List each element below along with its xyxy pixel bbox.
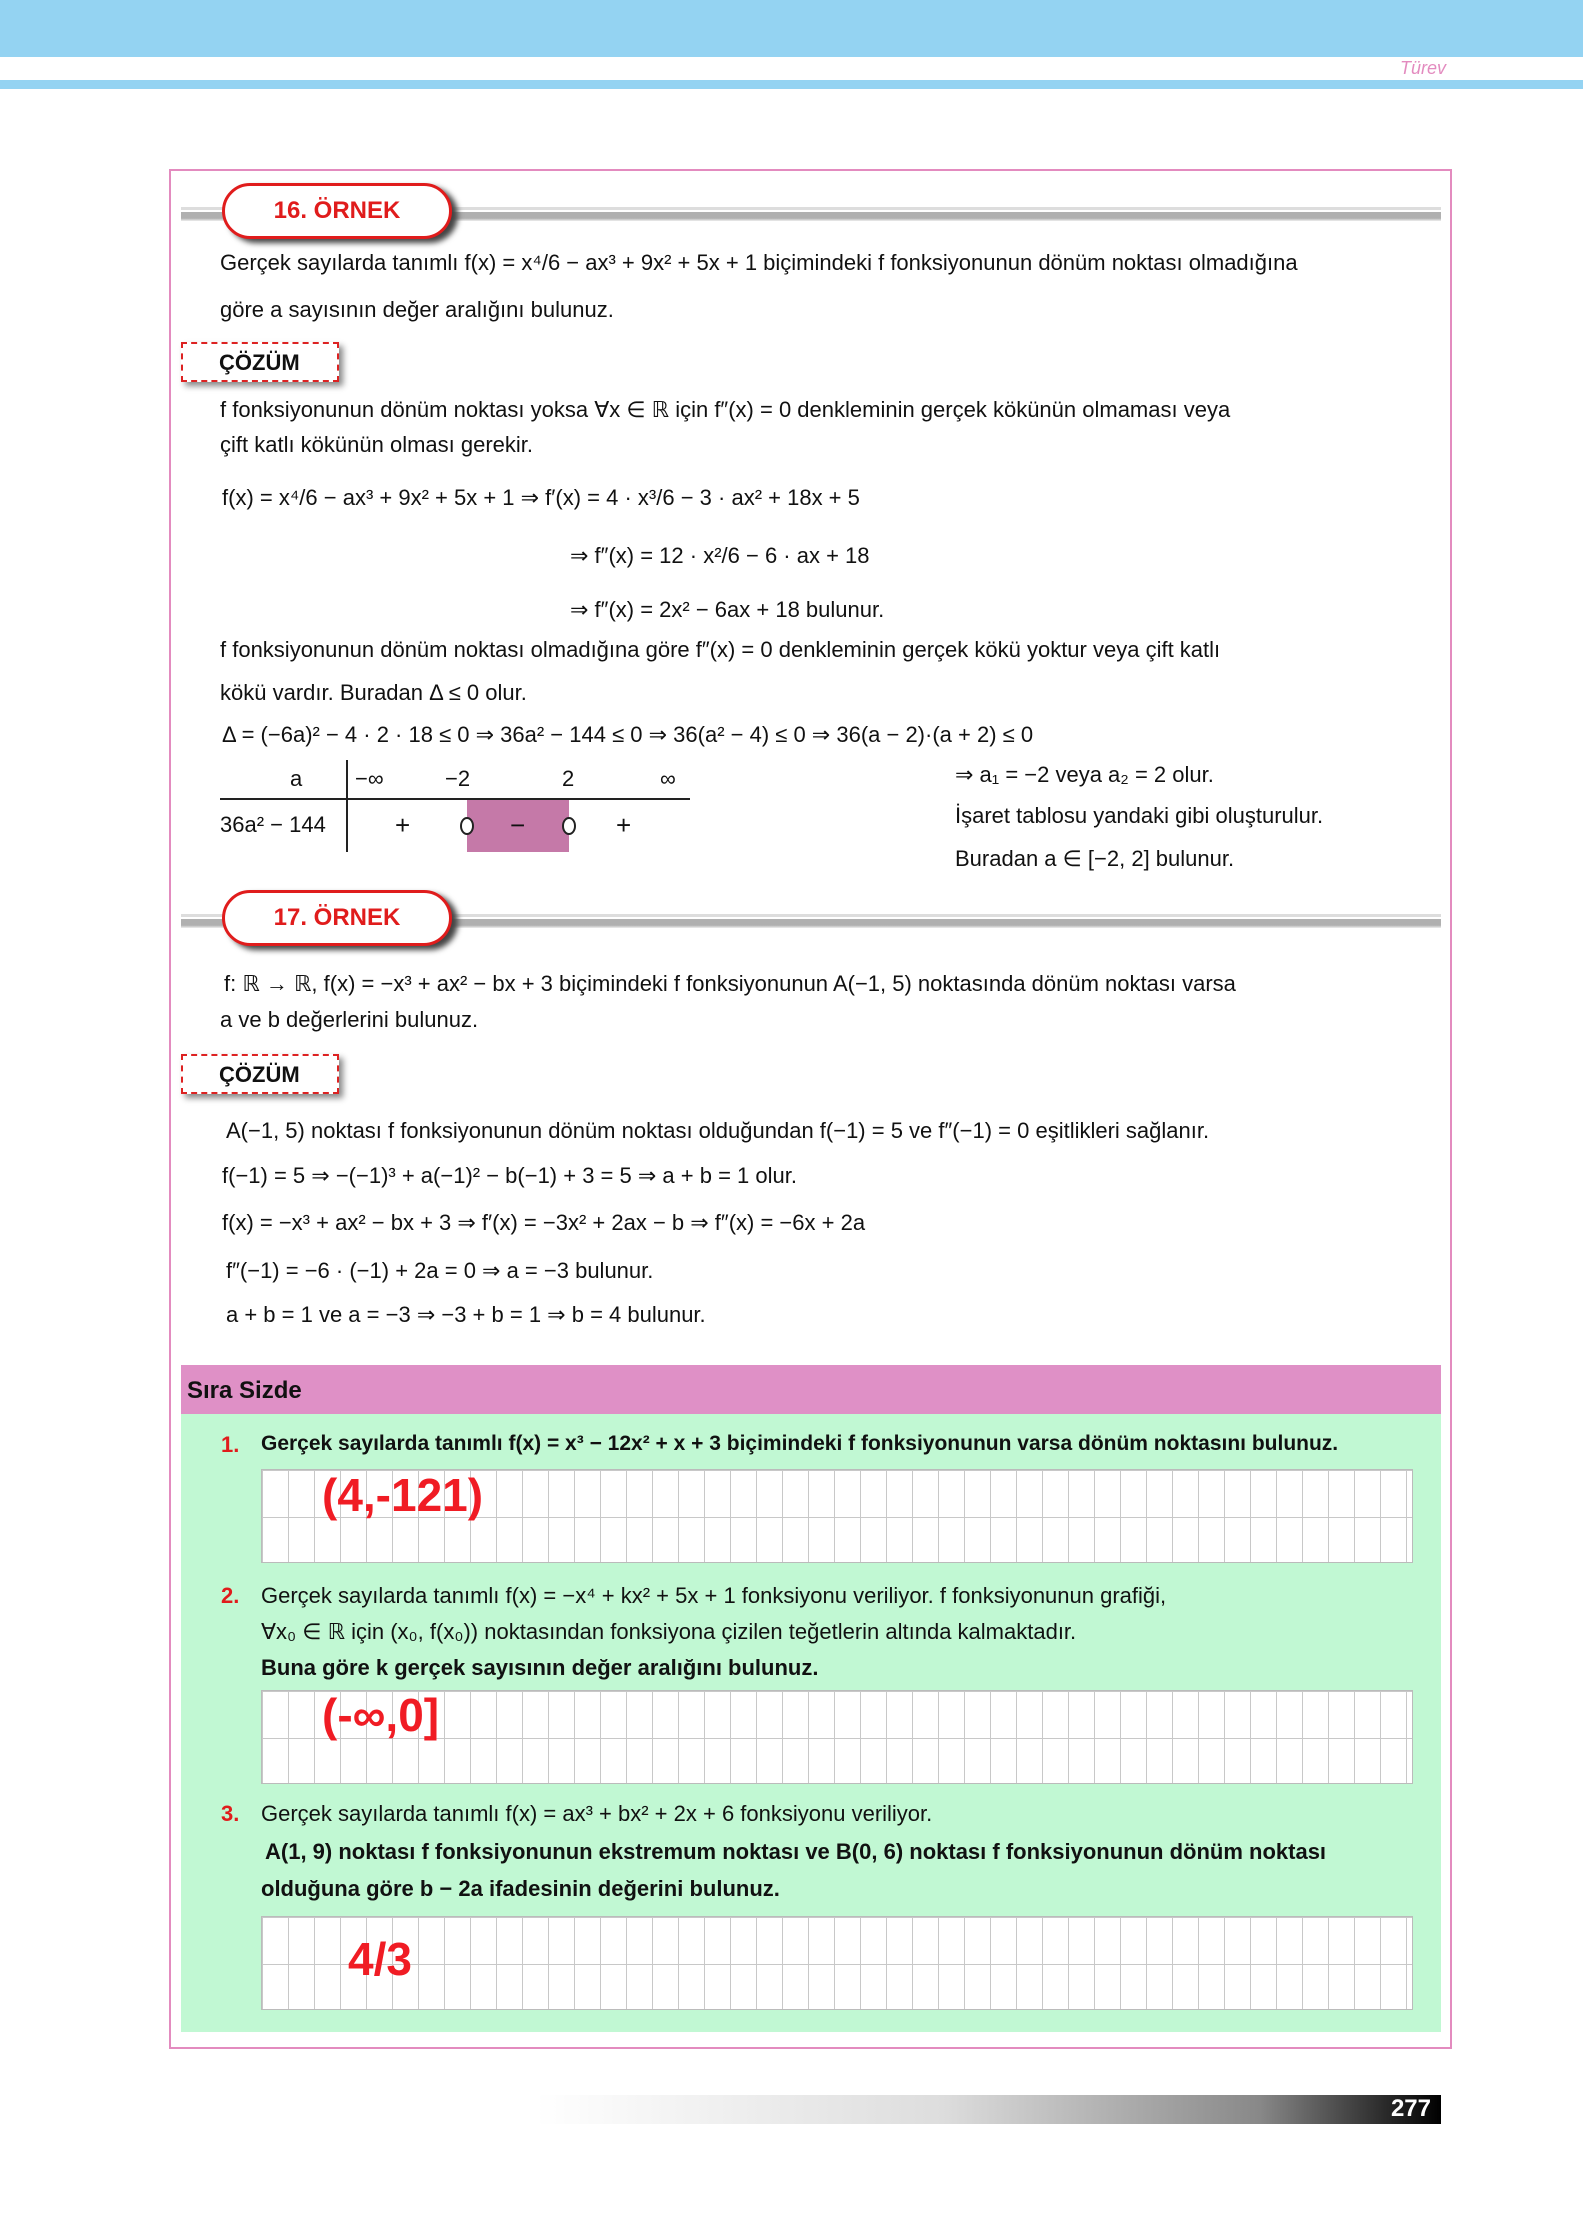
table-sign: + (616, 810, 632, 840)
side-note: ⇒ a₁ = −2 veya a₂ = 2 olur. (955, 762, 1214, 787)
problem-text: Gerçek sayılarda tanımlı f(x) = ax³ + bx² + 2x + 6 fonksiyonu veriliyor. (261, 1801, 933, 1826)
page-number: 277 (536, 2095, 1441, 2124)
solution-line: kökü vardır. Buradan Δ ≤ 0 olur. (220, 680, 527, 705)
problem-text: ∀x₀ ∈ ℝ için (x₀, f(x₀)) noktasından fonksiyona çizilen teğetlerin altında kalmaktadır. (261, 1619, 1077, 1644)
problem-text: A(1, 9) noktası f fonksiyonunun ekstremum noktası ve B(0, 6) noktası f fonksiyonunun dönüm noktası (265, 1839, 1327, 1864)
sign-table (220, 760, 690, 852)
solution-line: f(x) = x⁴/6 − ax³ + 9x² + 5x + 1 ⇒ f′(x) = 4 · x³/6 − 3 · ax² + 18x + 5 (222, 485, 860, 510)
side-note: Buradan a ∈ [−2, 2] bulunur. (955, 846, 1235, 871)
table-point: −∞ (355, 766, 384, 791)
table-point: −2 (445, 766, 471, 791)
table-sign: + (395, 810, 411, 840)
question-line: a ve b değerlerini bulunuz. (220, 1007, 479, 1032)
table-variable: a (290, 766, 303, 791)
solution-line: Δ = (−6a)² − 4 · 2 · 18 ≤ 0 ⇒ 36a² − 144 ≤ 0 ⇒ 36(a² − 4) ≤ 0 ⇒ 36(a − 2)·(a + 2) ≤ 0 (222, 722, 1034, 747)
solution-line: ⇒ f″(x) = 12 · x²/6 − 6 · ax + 18 (570, 543, 870, 568)
solution-line: ⇒ f″(x) = 2x² − 6ax + 18 bulunur. (570, 597, 885, 622)
example-17-title: 17. ÖRNEK (222, 890, 452, 946)
solution-line: A(−1, 5) noktası f fonksiyonunun dönüm noktası olduğundan f(−1) = 5 ve f″(−1) = 0 eşitlikleri sağlanır. (226, 1118, 1210, 1143)
problem-text: olduğuna göre b − 2a ifadesinin değerini bulunuz. (261, 1876, 780, 1901)
solution-line: f(−1) = 5 ⇒ −(−1)³ + a(−1)² − b(−1) + 3 = 5 ⇒ a + b = 1 olur. (222, 1163, 797, 1188)
problem-number: 1. (221, 1432, 240, 1457)
table-point: 2 (562, 766, 575, 791)
question-line: f: ℝ → ℝ, f(x) = −x³ + ax² − bx + 3 biçimindeki f fonksiyonunun A(−1, 5) noktasında dönüm noktası varsa (224, 971, 1236, 996)
table-point: ∞ (660, 766, 676, 791)
practice-header: Sıra Sizde (181, 1365, 1441, 1414)
solution-label: ÇÖZÜM (181, 342, 339, 382)
problem-text: Gerçek sayılarda tanımlı f(x) = −x⁴ + kx² + 5x + 1 fonksiyonu veriliyor. f fonksiyonunun grafiği, (261, 1583, 1167, 1608)
problem-number: 3. (221, 1801, 240, 1826)
chapter-title: Türev (1400, 58, 1447, 78)
table-sign: − (510, 810, 526, 840)
handwritten-answer: (4,-121) (322, 1469, 484, 1521)
solution-line: f″(−1) = −6 · (−1) + 2a = 0 ⇒ a = −3 bulunur. (226, 1258, 654, 1283)
solution-label: ÇÖZÜM (181, 1054, 339, 1094)
handwritten-answer: 4/3 (348, 1933, 412, 1985)
solution-line: a + b = 1 ve a = −3 ⇒ −3 + b = 1 ⇒ b = 4 bulunur. (226, 1302, 706, 1327)
solution-line: f(x) = −x³ + ax² − bx + 3 ⇒ f′(x) = −3x² + 2ax − b ⇒ f″(x) = −6x + 2a (222, 1210, 866, 1235)
answer-grid[interactable] (261, 1916, 1413, 2010)
question-line: Gerçek sayılarda tanımlı f(x) = x⁴/6 − ax³ + 9x² + 5x + 1 biçimindeki f fonksiyonunun dönüm noktası olmadığına (220, 250, 1298, 275)
handwritten-answer: (-∞,0] (322, 1689, 440, 1741)
header-line (0, 80, 1583, 89)
table-expression: 36a² − 144 (220, 812, 326, 837)
side-note: İşaret tablosu yandaki gibi oluşturulur. (955, 803, 1324, 828)
solution-line: çift katlı kökünün olması gerekir. (220, 432, 534, 457)
example-16-title: 16. ÖRNEK (222, 183, 452, 239)
problem-text: Gerçek sayılarda tanımlı f(x) = x³ − 12x² + x + 3 biçimindeki f fonksiyonunun varsa dönüm noktasını bulunuz. (261, 1432, 1339, 1455)
problem-text: Buna göre k gerçek sayısının değer aralığını bulunuz. (261, 1655, 819, 1680)
solution-line: f fonksiyonunun dönüm noktası yoksa ∀x ∈ ℝ için f″(x) = 0 denkleminin gerçek kökünün olmaması veya (220, 397, 1231, 422)
question-line: göre a sayısının değer aralığını bulunuz. (220, 297, 614, 322)
solution-line: f fonksiyonunun dönüm noktası olmadığına göre f″(x) = 0 denkleminin gerçek kökü yoktur veya çift katlı (220, 637, 1221, 662)
problem-number: 2. (221, 1583, 240, 1608)
header-bar (0, 0, 1583, 57)
